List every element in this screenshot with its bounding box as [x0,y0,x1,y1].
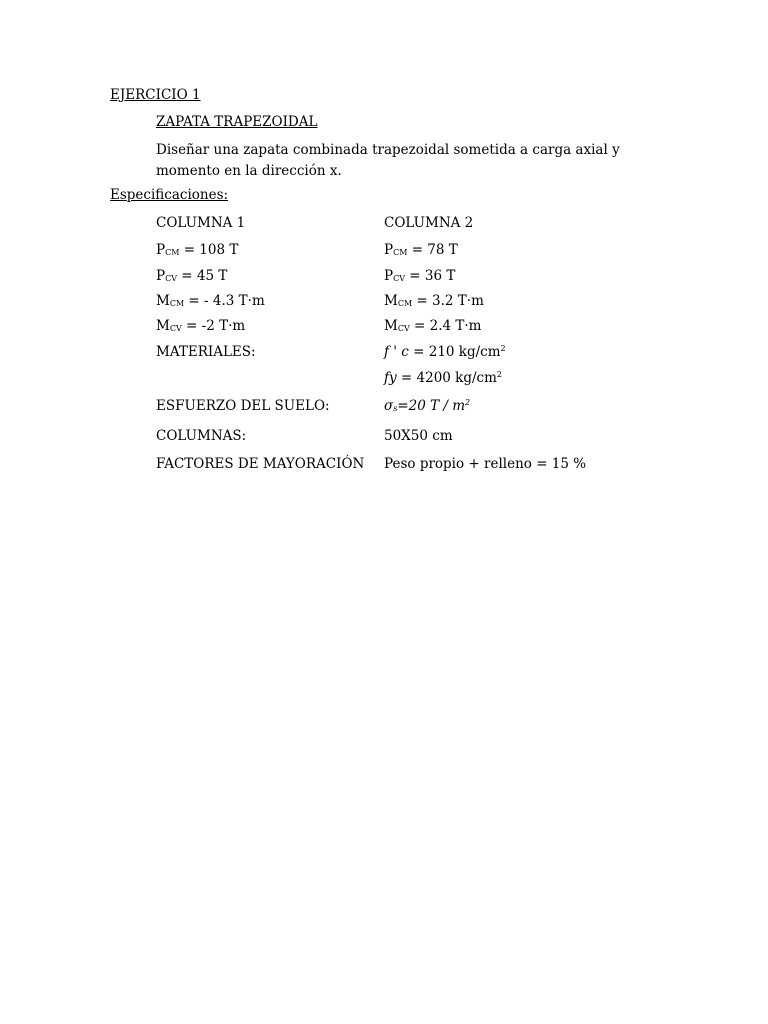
factors-value: Peso propio + relleno = 15 % [384,456,587,472]
col1-mcv: $M_{CV} = -2$ T·m [156,318,246,334]
col1-pcm: $P_{CM} = 108$ T [156,242,239,258]
column-2-header: COLUMNA 2 [384,215,474,231]
factors-label: FACTORES DE MAYORACIÓN [156,456,365,472]
soil-stress-label: ESFUERZO DEL SUELO: [156,398,330,414]
material-fy: fy = 4200 $kg/cm^2$ [384,370,502,386]
col1-mcm: $M_{CM}$ = - 4.3 T·m [156,293,265,309]
col1-pcv: $P_{CV} = 45$ T [156,268,228,284]
col2-mcm: $M_{CM} = 3.2$ T·m [384,293,484,309]
material-fc: f ' c = 210 $kg/cm^2$ [384,344,506,360]
exercise-subtitle: ZAPATA TRAPEZOIDAL [156,114,318,130]
exercise-description: Diseñar una zapata combinada trapezoidal sometida a carga axial y momento en la dirección x. [156,142,620,179]
columns-label: COLUMNAS: [156,428,247,444]
col2-mcv: $M_{CV} = 2.4$ T·m [384,318,482,334]
materials-label: MATERIALES: [156,344,256,360]
specifications-heading: Especificaciones: [110,187,229,203]
soil-stress-value: $\sigma_s=20$ T / $m^2$ [384,398,471,414]
columns-value: 50X50 cm [384,428,453,444]
col2-pcm: $P_{CM} = 78$ T [384,242,458,258]
exercise-title: EJERCICIO 1 [110,87,201,103]
column-1-header: COLUMNA 1 [156,215,246,231]
col2-pcv: $P_{CV} = 36$ T [384,268,456,284]
